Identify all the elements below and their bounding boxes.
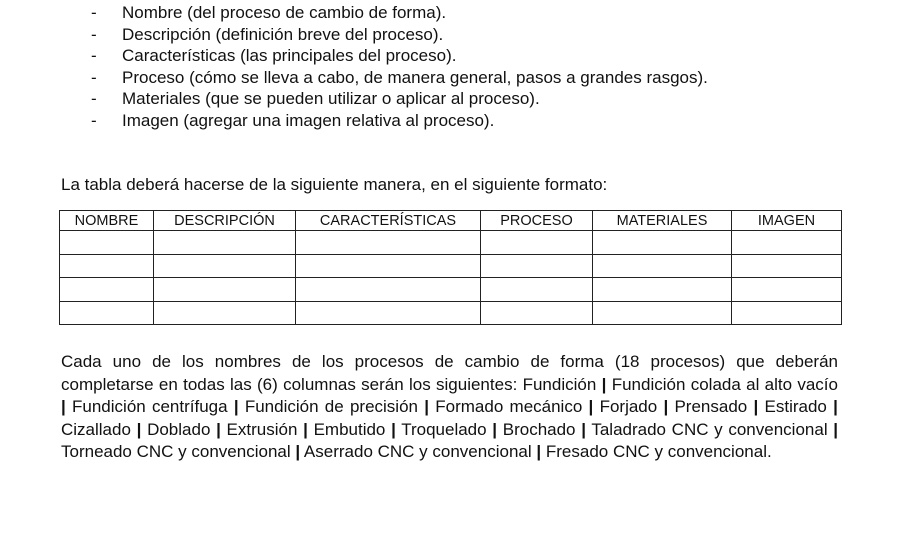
process-name: Brochado — [502, 419, 576, 439]
process-name: Doblado — [147, 419, 211, 439]
table-cell — [481, 231, 593, 255]
table-row — [60, 254, 842, 278]
list-item — [88, 88, 708, 110]
process-separator: | — [588, 397, 594, 417]
list-item-text: Características (las principales del proceso). — [122, 46, 457, 65]
process-separator: | — [753, 397, 759, 417]
list-item-text: Descripción (definición breve del proceso). — [122, 24, 444, 44]
table-cell — [593, 231, 732, 255]
process-separator: | — [663, 397, 669, 417]
table-cell — [481, 301, 593, 325]
table-cell — [60, 278, 154, 302]
table-body — [60, 231, 842, 325]
process-name: Formado mecánico — [435, 397, 583, 417]
bullet-dash: - — [91, 3, 97, 22]
process-separator: | — [833, 419, 839, 439]
table-intro-text: La tabla deberá hacerse de la siguiente manera, en el siguiente formato: — [61, 175, 608, 194]
process-separator: | — [295, 442, 301, 462]
table-cell — [296, 231, 481, 255]
column-header-proceso: PROCESO — [481, 211, 593, 231]
table-cell — [154, 278, 296, 302]
process-separator: | — [303, 419, 308, 439]
process-separator: | — [601, 374, 607, 394]
list-item-text: Proceso (cómo se lleva a cabo, de manera general, pasos a grandes rasgos). — [122, 67, 708, 87]
process-name: Estirado — [764, 397, 827, 417]
table-cell — [154, 254, 296, 278]
table-cell — [60, 254, 154, 278]
column-header-caracteristicas: CARACTERÍSTICAS — [296, 211, 481, 231]
table-cell — [60, 301, 154, 325]
table-row — [60, 231, 842, 255]
table-cell — [481, 278, 593, 302]
process-separator: | — [581, 419, 586, 439]
table-row — [60, 301, 842, 325]
process-name: Taladrado CNC y convencional — [591, 419, 828, 439]
table-cell — [296, 278, 481, 302]
process-separator: | — [833, 397, 838, 417]
bullet-dash: - — [91, 89, 97, 108]
table-row — [60, 278, 842, 302]
process-separator: | — [492, 419, 498, 439]
list-item — [88, 67, 708, 89]
table-cell — [481, 254, 593, 278]
list-item — [88, 45, 708, 67]
table-cell — [593, 278, 732, 302]
process-name: Fundición colada al alto vacío — [611, 374, 838, 394]
table-cell — [154, 301, 296, 325]
process-name: Fundición centrífuga — [72, 397, 228, 417]
list-item-text: Imagen (agregar una imagen relativa al proceso). — [122, 110, 495, 130]
process-name: Troquelado — [401, 419, 487, 439]
paragraph-ending: . — [766, 442, 772, 462]
table-header-row — [60, 211, 842, 231]
table-cell — [593, 301, 732, 325]
table-cell — [732, 301, 842, 325]
process-separator: | — [391, 419, 396, 439]
bullet-dash: - — [91, 110, 97, 130]
process-name: Torneado CNC y convencional — [61, 442, 291, 462]
process-name: Fresado CNC y convencional — [545, 442, 767, 462]
process-name: Fundición de precisión — [244, 397, 418, 417]
process-name: Prensado — [674, 397, 748, 417]
column-header-materiales: MATERIALES — [593, 211, 732, 231]
process-names-paragraph — [61, 351, 838, 464]
bullet-dash: - — [91, 24, 97, 44]
list-item-text: Materiales (que se pueden utilizar o aplicar al proceso). — [122, 89, 540, 108]
process-name: Fundición — [522, 374, 597, 394]
process-name: Embutido — [313, 419, 386, 439]
table-cell — [296, 301, 481, 325]
table-cell — [732, 278, 842, 302]
process-name: Aserrado CNC y convencional — [303, 442, 532, 462]
table-cell — [154, 231, 296, 255]
list-item — [88, 110, 708, 132]
table-cell — [732, 254, 842, 278]
list-item — [88, 24, 708, 46]
process-separator: | — [61, 397, 66, 417]
table-cell — [296, 254, 481, 278]
table-cell — [732, 231, 842, 255]
process-name: Cizallado — [61, 419, 131, 439]
bullet-dash: - — [91, 46, 97, 65]
process-name: Extrusión — [226, 419, 298, 439]
field-list — [88, 2, 708, 131]
process-separator: | — [536, 442, 542, 462]
list-item — [88, 2, 708, 24]
table-cell — [593, 254, 732, 278]
list-item-text: Nombre (del proceso de cambio de forma). — [122, 3, 447, 22]
process-separator: | — [424, 397, 430, 417]
process-separator: | — [216, 419, 221, 439]
process-separator: | — [136, 419, 142, 439]
column-header-descripcion: DESCRIPCIÓN — [154, 211, 296, 231]
column-header-imagen: IMAGEN — [732, 211, 842, 231]
paragraph-lead: Cada uno de los nombres de los procesos de cambio de forma (18 procesos) que deberán completarse en todas las (6) columnas serán los siguientes: — [61, 352, 838, 394]
table-cell — [60, 231, 154, 255]
process-separator: | — [233, 397, 239, 417]
format-table — [59, 210, 842, 325]
bullet-dash: - — [91, 67, 97, 87]
column-header-nombre: NOMBRE — [60, 211, 154, 231]
process-name: Forjado — [599, 397, 658, 417]
